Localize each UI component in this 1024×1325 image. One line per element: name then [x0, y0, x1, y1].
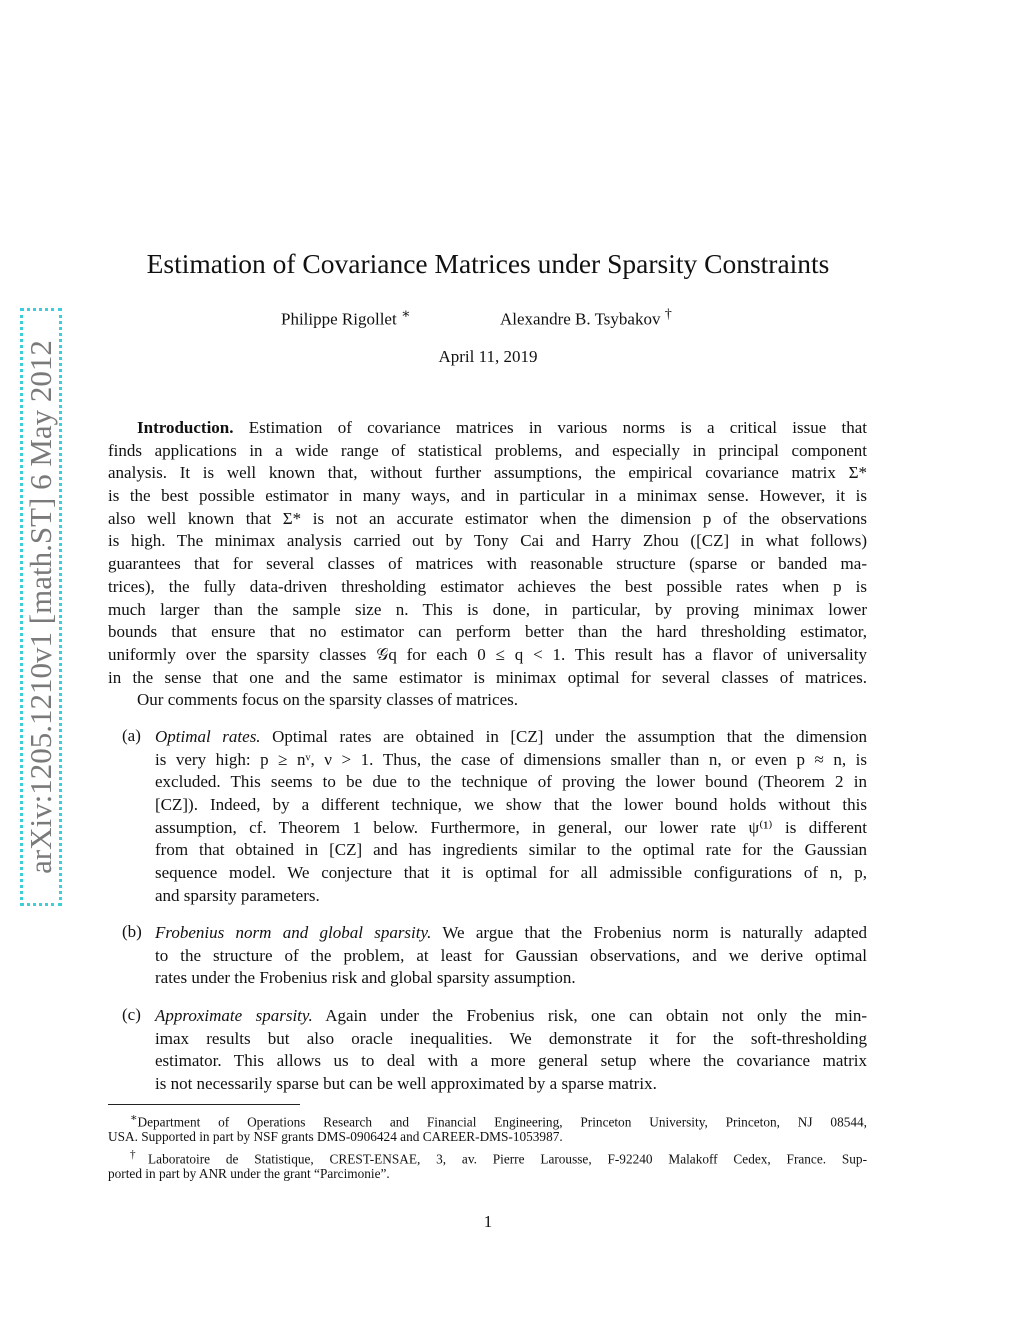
intro-paragraph: [108, 417, 867, 712]
text-line: [108, 417, 867, 440]
text-line: [108, 1146, 867, 1165]
line-text: rates under the Frobenius risk and global sparsity assumption.: [155, 968, 576, 988]
text-line: [155, 862, 867, 885]
item-heading: Frobenius norm and global sparsity.: [155, 923, 432, 942]
footnote-mark: †: [130, 1149, 149, 1161]
line-text: [CZ]). Indeed, by a different technique, we show that the lower bound holds without this: [155, 795, 867, 815]
line-text: to the structure of the problem, at least for Gaussian observations, and we derive optimal: [155, 945, 867, 965]
line-text: We argue that the Frobenius norm is naturally adapted: [431, 923, 867, 942]
item-label: (a): [122, 726, 141, 745]
line-text: finds applications in a wide range of statistical problems, and especially in principal component: [108, 440, 867, 460]
line-text: Optimal rates are obtained in [CZ] under the assumption that the dimension: [260, 727, 867, 746]
item-label: (b): [122, 922, 142, 941]
text-line: [108, 485, 867, 508]
footnote-rule: [108, 1104, 300, 1105]
paper-date: April 11, 2019: [438, 347, 538, 366]
footnote-2: [108, 1146, 867, 1183]
text-line: [155, 749, 867, 772]
line-text: much larger than the sample size n. This is done, in particular, by proving minimax lower: [108, 599, 867, 619]
item-c: [122, 1005, 867, 1096]
line-text: guarantees that for several classes of matrices with reasonable structure (sparse or banded ma-: [108, 554, 867, 574]
item-b: [122, 922, 867, 990]
line-text: imax results but also oracle inequalities. We demonstrate it for the soft-thresholding: [155, 1028, 867, 1048]
line-text: is not necessarily sparse but can be well approximated by a sparse matrix.: [155, 1074, 657, 1094]
arxiv-stamp: [20, 308, 62, 906]
author-name: Alexandre B. Tsybakov: [500, 309, 661, 329]
line-text: ported in part by ANR under the grant “Parcimonie”.: [108, 1165, 390, 1181]
arxiv-id: arXiv:1205.1210v1 [math.ST] 6 May 2012: [23, 340, 58, 874]
line-text: uniformly over the sparsity classes 𝒢q for each 0 ≤ q < 1. This result has a flavor of universality: [108, 644, 867, 664]
text-line: [155, 794, 867, 817]
footnote-mark: ∗: [400, 306, 411, 322]
text-line: [155, 967, 867, 990]
line-text: from that obtained in [CZ] and has ingredients similar to the optimal rate for the Gaussian: [155, 840, 867, 860]
text-line: [155, 945, 867, 968]
text-line: [108, 440, 867, 463]
item-heading: Optimal rates.: [155, 727, 261, 746]
text-line: [155, 1073, 867, 1096]
text-line: [108, 553, 867, 576]
footnote-mark: †: [664, 306, 672, 322]
text-line: [108, 1165, 867, 1184]
text-line: [155, 839, 867, 862]
line-text: in the sense that one and the same estimator is minimax optimal for several classes of matrices.: [108, 667, 867, 687]
text-line: [155, 1050, 867, 1073]
line-text: Laboratoire de Statistique, CREST-ENSAE, 3, av. Pierre Larousse, F-92240 Malakoff Cedex, France. Sup-: [148, 1151, 867, 1167]
text-line: [108, 621, 867, 644]
text-line: [108, 576, 867, 599]
intro-lead: Introduction.: [137, 418, 234, 437]
text-line: [108, 689, 867, 712]
text-line: [155, 817, 867, 840]
text-line: [155, 1028, 867, 1051]
text-line: [155, 885, 867, 908]
comments-text: Our comments focus on the sparsity classes of matrices.: [137, 690, 518, 710]
text-line: [108, 667, 867, 690]
line-text: Department of Operations Research and Financial Engineering, Princeton University, Princeton, NJ 08544,: [137, 1114, 867, 1130]
footnote-mark: ∗: [130, 1112, 138, 1124]
line-text: trices), the fully data-driven thresholding estimator achieves the best possible rates when p is: [108, 576, 867, 596]
text-line: [108, 1109, 867, 1128]
text-line: [108, 530, 867, 553]
author-1: [281, 306, 411, 330]
line-text: sequence model. We conjecture that it is optimal for all admissible configurations of n, p,: [155, 863, 867, 883]
line-text: analysis. It is well known that, without further assumptions, the empirical covariance matrix Σ*: [108, 463, 867, 483]
text-line: [108, 508, 867, 531]
item-a: [122, 726, 867, 908]
line-text: is high. The minimax analysis carried out by Tony Cai and Harry Zhou ([CZ] in what follows): [108, 531, 867, 551]
page-number: 1: [483, 1212, 493, 1231]
line-text: also well known that Σ* is not an accurate estimator when the dimension p of the observations: [108, 508, 867, 528]
text-line: [155, 771, 867, 794]
text-line: [108, 599, 867, 622]
text-line: [108, 462, 867, 485]
text-line: [155, 922, 867, 945]
line-text: assumption, cf. Theorem 1 below. Furthermore, in general, our lower rate ψ⁽¹⁾ is different: [155, 817, 867, 837]
text-line: [108, 644, 867, 667]
line-text: excluded. This seems to be due to the technique of proving the lower bound (Theorem 2 in: [155, 772, 867, 792]
item-label: (c): [122, 1005, 141, 1024]
line-text: Estimation of covariance matrices in various norms is a critical issue that: [233, 418, 867, 437]
text-line: [155, 726, 867, 749]
author-name: Philippe Rigollet: [281, 309, 397, 329]
item-heading: Approximate sparsity.: [155, 1006, 313, 1025]
line-text: estimator. This allows us to deal with a more general setup where the covariance matrix: [155, 1051, 867, 1071]
line-text: bounds that ensure that no estimator can perform better than the hard thresholding estimator,: [108, 622, 867, 642]
line-text: and sparsity parameters.: [155, 885, 320, 905]
text-line: [108, 1128, 867, 1147]
paper-title: Estimation of Covariance Matrices under Sparsity Constraints: [146, 248, 830, 279]
text-line: [155, 1005, 867, 1028]
line-text: is very high: p ≥ nᵛ, ν > 1. Thus, the case of dimensions smaller than n, or even p ≈ n, is: [155, 749, 867, 769]
line-text: is the best possible estimator in many ways, and in particular in a minimax sense. However, it is: [108, 486, 867, 506]
line-text: USA. Supported in part by NSF grants DMS-0906424 and CAREER-DMS-1053987.: [108, 1128, 563, 1144]
footnote-1: [108, 1109, 867, 1146]
author-2: [500, 306, 672, 330]
line-text: Again under the Frobenius risk, one can obtain not only the min-: [312, 1006, 867, 1025]
